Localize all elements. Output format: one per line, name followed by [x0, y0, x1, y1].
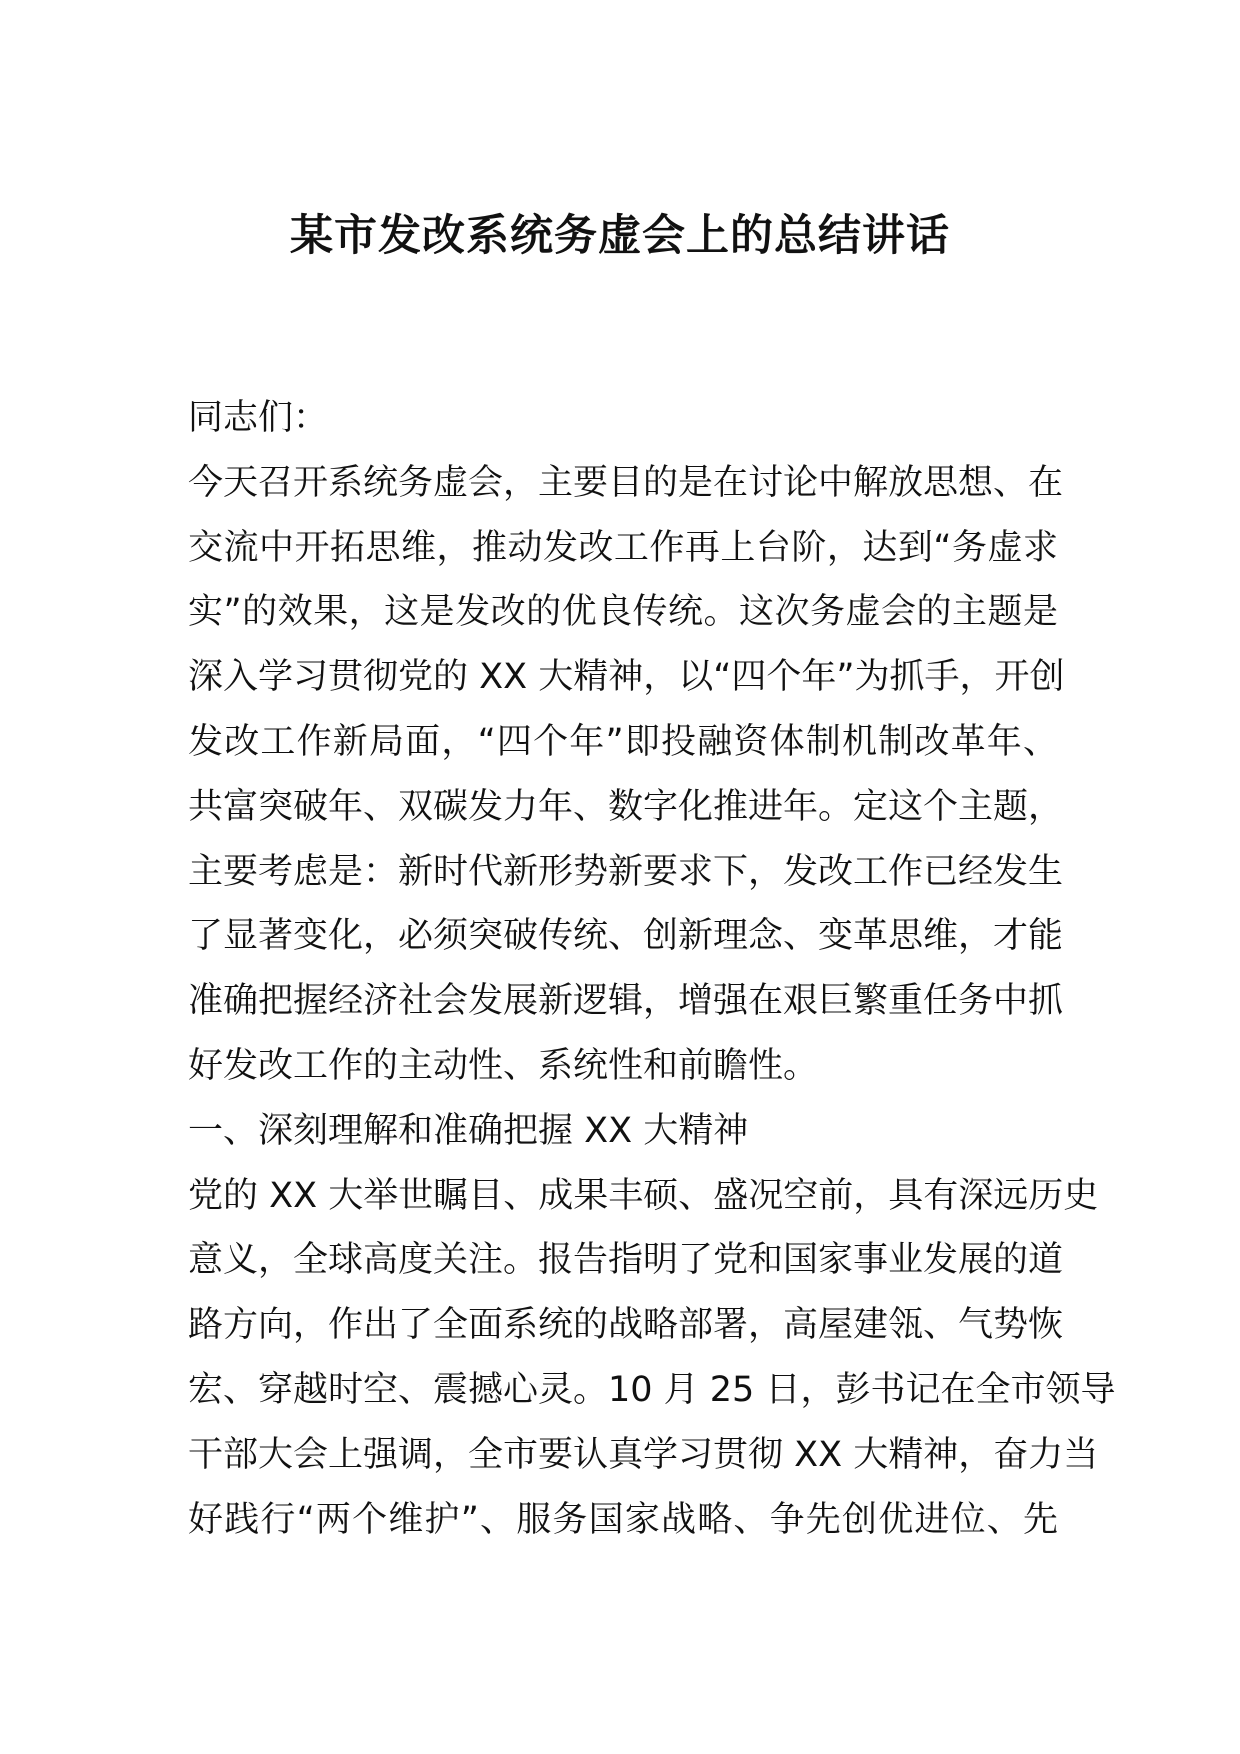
text-line: 今天召开系统务虚会，主要目的是在讨论中解放思想、在: [188, 462, 1064, 503]
text-line: 交流中开拓思维，推动发改工作再上台阶，达到“务虚求: [188, 527, 1058, 568]
text-line: 同志们：: [188, 398, 329, 438]
text-line: 好发改工作的主动性、系统性和前瞻性。: [188, 1045, 819, 1086]
text-line: 深入学习贯彻党的 XX 大精神，以“四个年”为抓手，开创: [188, 657, 1065, 698]
text-line: 共富突破年、双碳发力年、数字化推进年。定这个主题，: [188, 786, 1064, 827]
text-line: 发改工作新局面，“四个年”即投融资体制机制改革年、: [188, 721, 1058, 762]
text-line: 一、深刻理解和准确把握 XX 大精神: [188, 1110, 749, 1151]
text-line: 好践行“两个维护”、服务国家战略、争先创优进位、先: [188, 1499, 1058, 1540]
text-line: 实”的效果，这是发改的优良传统。这次务虚会的主题是: [188, 592, 1058, 633]
text-line: 党的 XX 大举世瞩目、成果丰硕、盛况空前，具有深远历史: [188, 1175, 1099, 1216]
text-line: 干部大会上强调，全市要认真学习贯彻 XX 大精神，奋力当: [188, 1434, 1099, 1475]
document-title: 某市发改系统务虚会上的总结讲话: [290, 211, 950, 261]
text-line: 路方向，作出了全面系统的战略部署，高屋建瓴、气势恢: [188, 1305, 1064, 1346]
text-line: 准确把握经济社会发展新逻辑，增强在艰巨繁重任务中抓: [188, 981, 1064, 1022]
document-body: [188, 386, 1116, 1552]
text-line: 意义，全球高度关注。报告指明了党和国家事业发展的道: [188, 1240, 1064, 1281]
text-line: 了显著变化，必须突破传统、创新理念、变革思维，才能: [188, 916, 1064, 957]
text-line: 主要考虑是：新时代新形势新要求下，发改工作已经发生: [188, 851, 1064, 892]
text-line: 宏、穿越时空、震撼心灵。10 月 25 日，彭书记在全市领导: [188, 1369, 1116, 1410]
